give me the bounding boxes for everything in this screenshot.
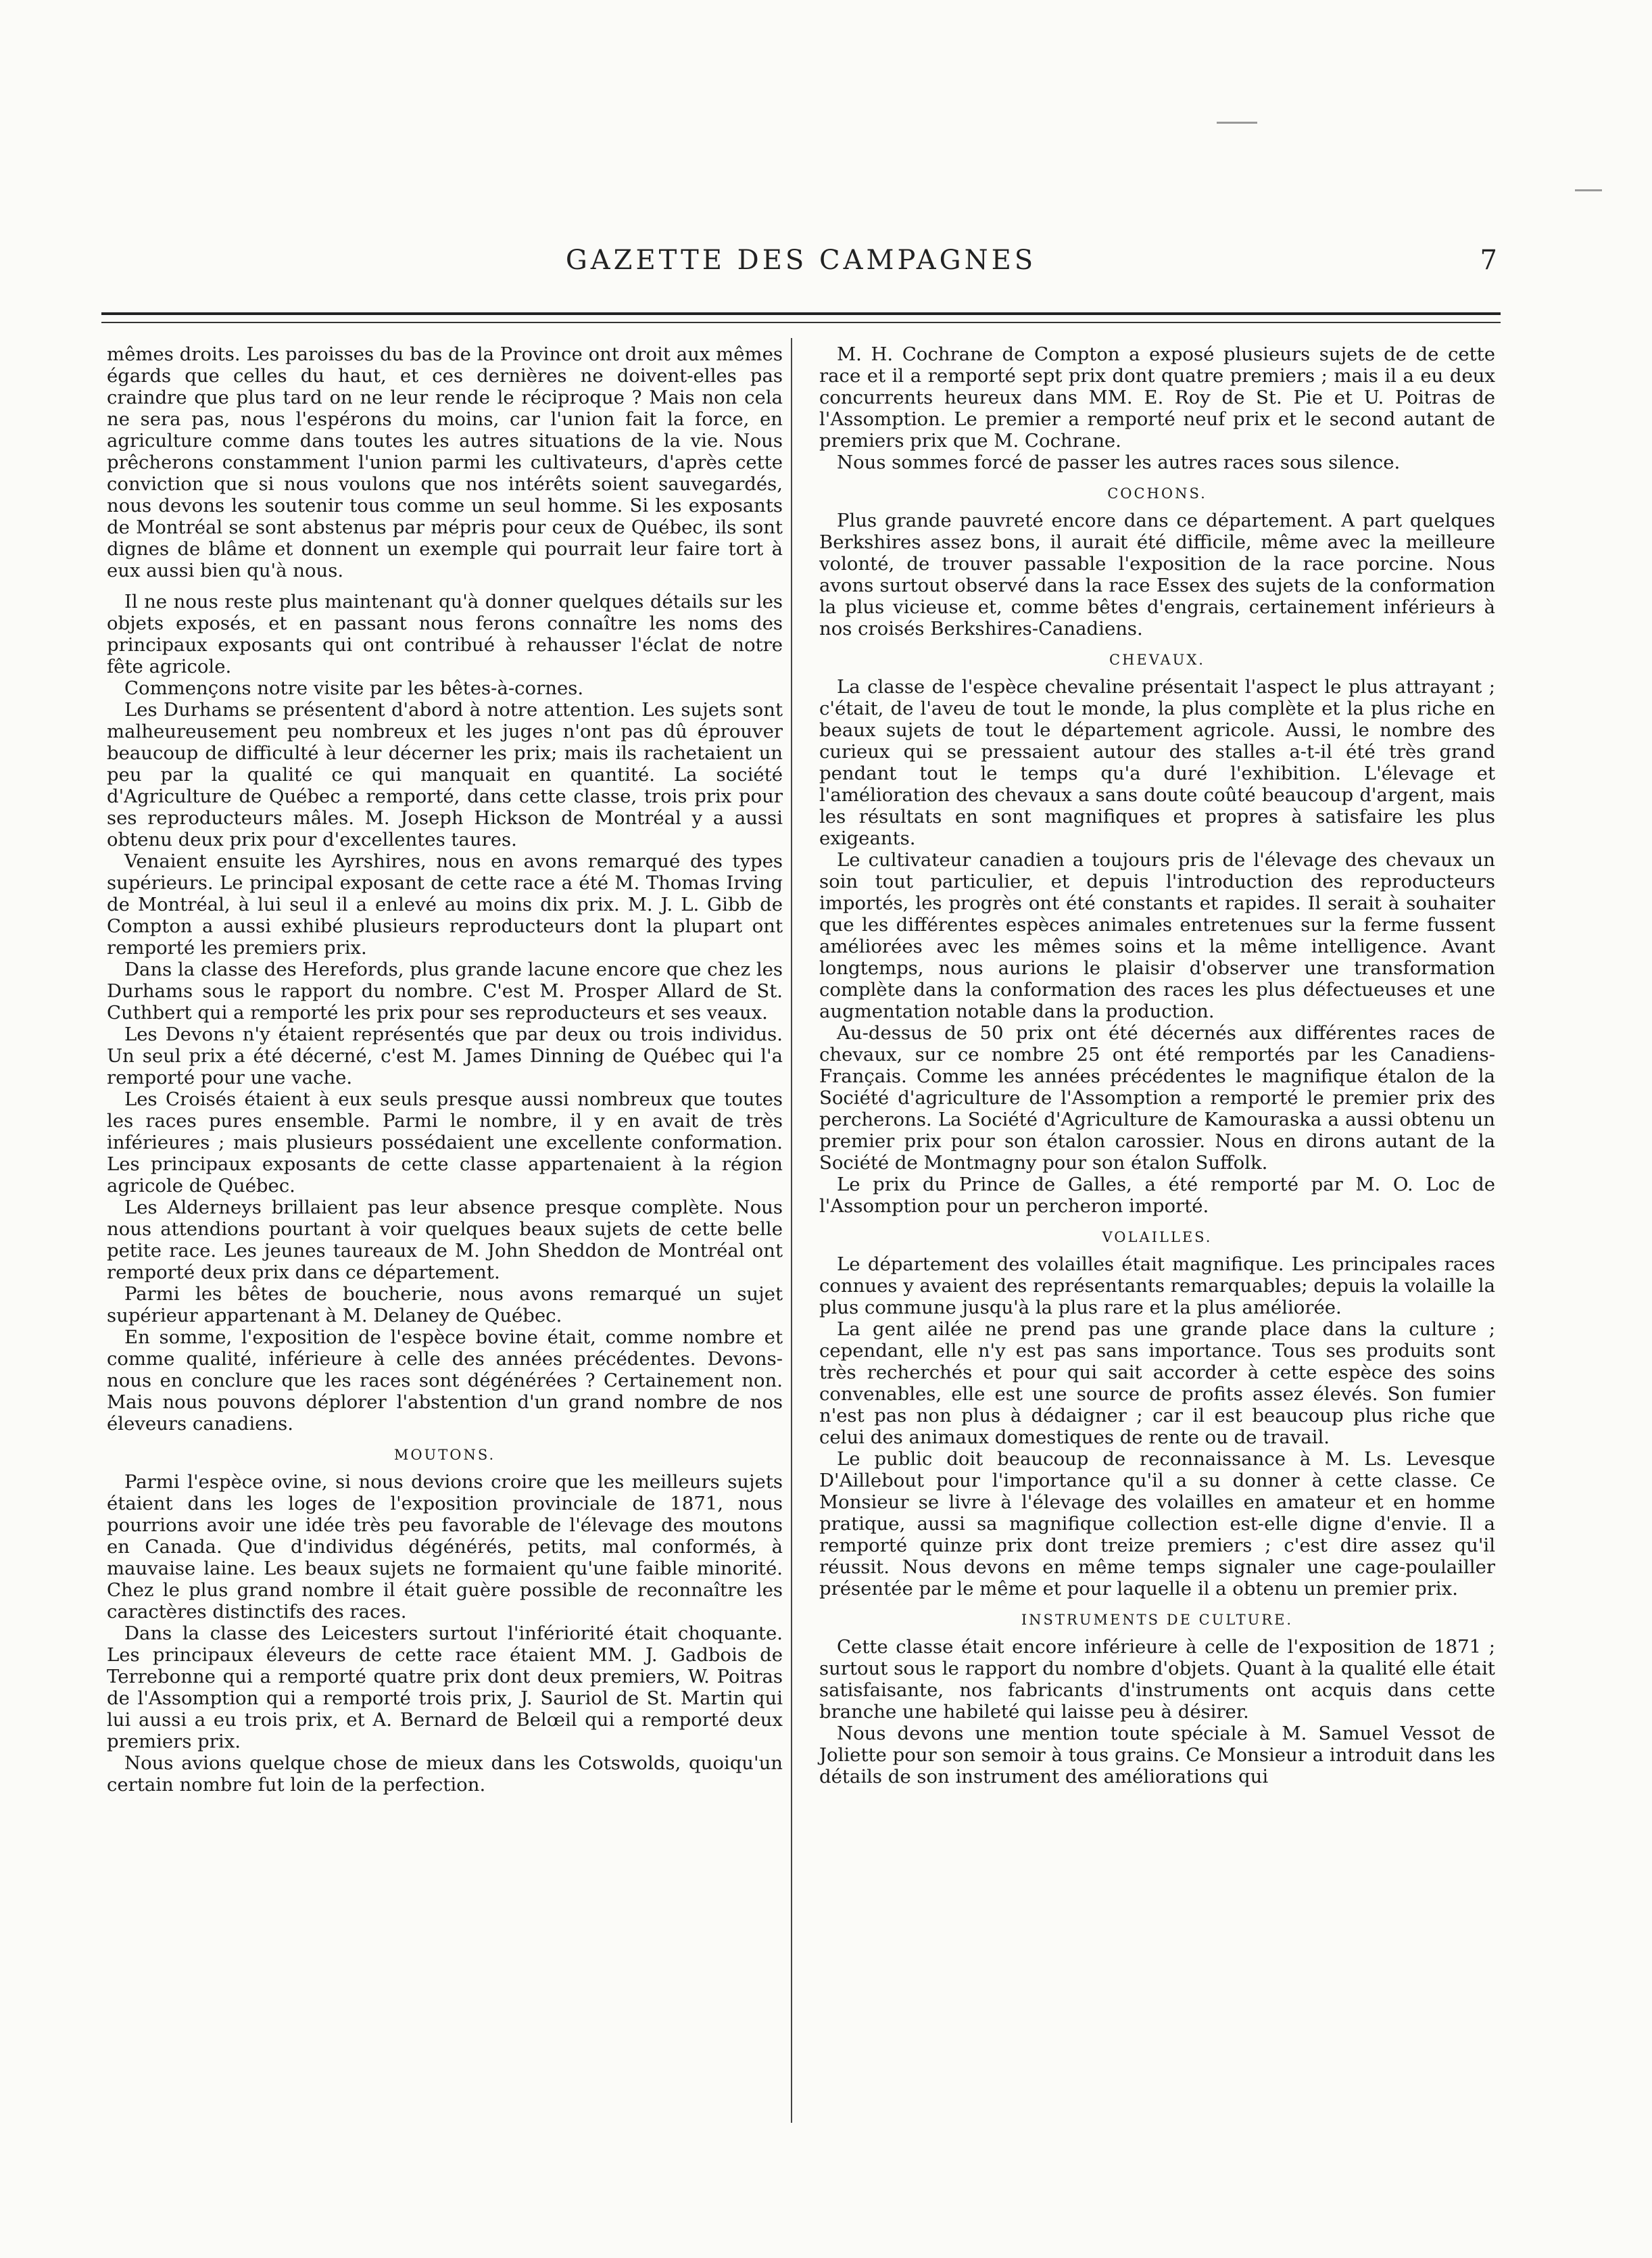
paragraph: Les Durhams se présentent d'abord à notre attention. Les sujets sont malheureusement peu nombreux et les juges n'ont pas dû éprouver beaucoup de difficulté à leur décerner les prix; mais ils rachetaient un peu par la qualité ce qui manquait en quantité. La société d'Agriculture de Québec a remporté, dans cette classe, trois prix pour ses reproducteurs mâles. M. Joseph Hickson de Montréal y a aussi obtenu deux prix pour d'excellentes taures. <box>107 699 783 850</box>
paragraph: Le cultivateur canadien a toujours pris de l'élevage des chevaux un soin tout particulier, et depuis l'introduction des reproducteurs importés, les progrès ont été constants et rapides. Il serait à souhaiter que les différentes espèces animales entretenues sur la ferme fussent améliorées avec les mêmes soins et la même intelligence. Avant longtemps, nous aurions le plaisir d'observer une transformation complète dans la conformation des races les plus défectueuses et une augmentation notable dans la production. <box>819 849 1495 1022</box>
header-rule-thin <box>101 322 1501 323</box>
paragraph: M. H. Cochrane de Compton a exposé plusieurs sujets de de cette race et il a remporté sept prix dont quatre premiers ; mais il a eu deux concurrents heureux dans MM. E. Roy de St. Pie et U. Poitras de l'Assomption. Le premier a remporté neuf prix et le second autant de premiers prix que M. Cochrane. <box>819 343 1495 452</box>
column-divider <box>791 338 792 2123</box>
header-rule <box>101 312 1501 315</box>
paragraph: Le prix du Prince de Galles, a été remporté par M. O. Loc de l'Assomption pour un percheron importé. <box>819 1174 1495 1217</box>
paragraph: Il ne nous reste plus maintenant qu'à donner quelques détails sur les objets exposés, et en passant nous ferons connaître les noms des principaux exposants qui ont contribué à rehausser l'éclat de notre fête agricole. <box>107 591 783 677</box>
section-heading-cochons: COCHONS. <box>1107 485 1207 502</box>
paragraph: Cette classe était encore inférieure à celle de l'exposition de 1871 ; surtout sous le rapport du nombre d'objets. Quant à la qualité elle était satisfaisante, nos fabricants d'instruments ont acquis dans cette branche une habileté qui laisse peu à désirer. <box>819 1636 1495 1723</box>
paragraph: Au-dessus de 50 prix ont été décernés aux différentes races de chevaux, sur ce nombre 25 ont été remportés par les Canadiens-Français. Comme les années précédentes le magnifique étalon de la Société d'agriculture de l'Assomption a remporté le premier prix des percherons. La Société d'Agriculture de Kamouraska a aussi obtenu un premier prix pour son étalon carossier. Nous en dirons autant de la Société de Montmagny pour son étalon Suffolk. <box>819 1022 1495 1174</box>
paragraph: Dans la classe des Herefords, plus grande lacune encore que chez les Durhams sous le rapport du nombre. C'est M. Prosper Allard de St. Cuthbert qui a remporté les prix pour ses reproducteurs et ses veaux. <box>107 959 783 1024</box>
print-speck <box>1575 189 1602 191</box>
section-heading-chevaux: CHEVAUX. <box>1109 652 1205 668</box>
paragraph: Parmi l'espèce ovine, si nous devions croire que les meilleurs sujets étaient dans les loges de l'exposition provinciale de 1871, nous pourrions avoir une idée très peu favorable de l'élevage des moutons en Canada. Que d'individus dégénérés, petits, mal conformés, à mauvaise laine. Les beaux sujets ne formaient qu'une faible minorité. Chez le plus grand nombre il était guère possible de reconnaître les caractères distinctifs des races. <box>107 1471 783 1623</box>
paragraph: Nous sommes forcé de passer les autres races sous silence. <box>837 452 1401 473</box>
page-header <box>101 245 1501 285</box>
paragraph: Nous avions quelque chose de mieux dans les Cotswolds, quoiqu'un certain nombre fut loin de la perfection. <box>107 1752 783 1796</box>
paragraph: Nous devons une mention toute spéciale à M. Samuel Vessot de Joliette pour son semoir à tous grains. Ce Monsieur a introduit dans les détails de son instrument des améliorations qui <box>819 1723 1495 1787</box>
paragraph: La gent ailée ne prend pas une grande place dans la culture ; cependant, elle n'y est pas sans importance. Tous ses produits sont très recherchés et pour qui sait accorder à cette espèce des soins convenables, elle est une source de profits assez élevés. Son fumier n'est pas non plus à dédaigner ; car il est beaucoup plus riche que celui des animaux domestiques de rente ou de travail. <box>819 1318 1495 1448</box>
paragraph: Le département des volailles était magnifique. Les principales races connues y avaient des représentants remarquables; depuis la volaille la plus commune jusqu'à la plus rare et la plus améliorée. <box>819 1253 1495 1318</box>
paragraph: La classe de l'espèce chevaline présentait l'aspect le plus attrayant ; c'était, de l'aveu de tout le monde, la plus complète et la plus riche en beaux sujets de tout le département agricole. Aussi, le nombre des curieux qui se pressaient autour des stalles a-t-il été très grand pendant tout le temps qu'a duré l'exhibition. L'élevage et l'amélioration des chevaux a sans doute coûté beaucoup d'argent, mais les résultats en sont magnifiques et propres à satisfaire les plus exigeants. <box>819 676 1495 849</box>
paragraph: Venaient ensuite les Ayrshires, nous en avons remarqué des types supérieurs. Le principal exposant de cette race a été M. Thomas Irving de Montréal, à lui seul il a enlevé au moins dix prix. M. J. L. Gibb de Compton a aussi exhibé plusieurs reproducteurs dont la plupart ont remporté les premiers prix. <box>107 850 783 959</box>
paragraph: En somme, l'exposition de l'espèce bovine était, comme nombre et comme qualité, inférieure à celle des années précédentes. Devons-nous en conclure que les races sont dégénérées ? Certainement non. Mais nous pouvons déplorer l'abstention d'un grand nombre de nos éleveurs canadiens. <box>107 1326 783 1435</box>
paragraph: Plus grande pauvreté encore dans ce département. A part quelques Berkshires assez bons, il aurait été difficile, même avec la meilleure volonté, de trouver passable l'exposition de la race porcine. Nous avons surtout observé dans la race Essex des sujets de la conformation la plus vicieuse et, comme bêtes d'engrais, certainement inférieurs à nos croisés Berkshires-Canadiens. <box>819 510 1495 640</box>
paragraph: Les Alderneys brillaient pas leur absence presque complète. Nous nous attendions pourtant à voir quelques beaux sujets de cette belle petite race. Les jeunes taureaux de M. John Sheddon de Montréal ont remporté deux prix dans ce département. <box>107 1197 783 1283</box>
section-heading-moutons: MOUTONS. <box>393 1447 496 1463</box>
page-number: 7 <box>1480 245 1497 276</box>
left-column <box>107 343 783 1796</box>
paragraph: Commençons notre visite par les bêtes-à-cornes. <box>124 677 584 699</box>
section-heading-volailles: VOLAILLES. <box>1102 1229 1213 1245</box>
paragraph: Les Devons n'y étaient représentés que par deux ou trois individus. Un seul prix a été décerné, c'est M. James Dinning de Québec qui l'a remporté pour une vache. <box>107 1024 783 1088</box>
paragraph: Le public doit beaucoup de reconnaissance à M. Ls. Levesque D'Aillebout pour l'importance qu'il a su donner à cette classe. Ce Monsieur se livre à l'élevage des volailles en amateur et en homme pratique, aussi sa magnifique collection est-elle digne d'envie. Il a remporté quinze prix dont treize premiers ; c'est dire assez qu'il réussit. Nous devons en même temps signaler une cage-poulailler présentée par le même et pour laquelle il a obtenu un premier prix. <box>819 1448 1495 1600</box>
paragraph: Les Croisés étaient à eux seuls presque aussi nombreux que toutes les races pures ensemble. Parmi le nombre, il y en avait de très inférieures ; mais plusieurs possédaient une excellente conformation. Les principaux exposants de cette classe appartenaient à la région agricole de Québec. <box>107 1088 783 1197</box>
print-speck <box>1217 122 1257 124</box>
paragraph: mêmes droits. Les paroisses du bas de la Province ont droit aux mêmes égards que celles du haut, et ces dernières ne doivent-elles pas craindre que plus tard on ne leur rende le réciproque ? Mais non cela ne sera pas, nous l'espérons du moins, car l'union fait la force, en agriculture comme dans toutes les autres situations de la vie. Nous prêcherons constamment l'union parmi les cultivateurs, d'après cette conviction que si nous voulons que nos intérêts soient sauvegardés, nous devons les soutenir tous comme un seul homme. Si les exposants de Montréal se sont abstenus par mépris pour ceux de Québec, ils sont dignes de blâme et donnent un exemple qui pourrait leur faire tort à eux aussi bien qu'à nous. <box>107 343 783 581</box>
section-heading-instruments: INSTRUMENTS DE CULTURE. <box>1021 1612 1294 1628</box>
paragraph: Parmi les bêtes de boucherie, nous avons remarqué un sujet supérieur appartenant à M. Delaney de Québec. <box>107 1283 783 1326</box>
publication-title: GAZETTE DES CAMPAGNES <box>565 245 1037 276</box>
right-column <box>819 343 1495 1787</box>
paragraph: Dans la classe des Leicesters surtout l'infériorité était choquante. Les principaux éleveurs de cette race étaient MM. J. Gadbois de Terrebonne qui a remporté quatre prix dont deux premiers, W. Poitras de l'Assomption qui a remporté trois prix, J. Sauriol de St. Martin qui lui aussi a eu trois prix, et A. Bernard de Belœil qui a remporté deux premiers prix. <box>107 1623 783 1752</box>
